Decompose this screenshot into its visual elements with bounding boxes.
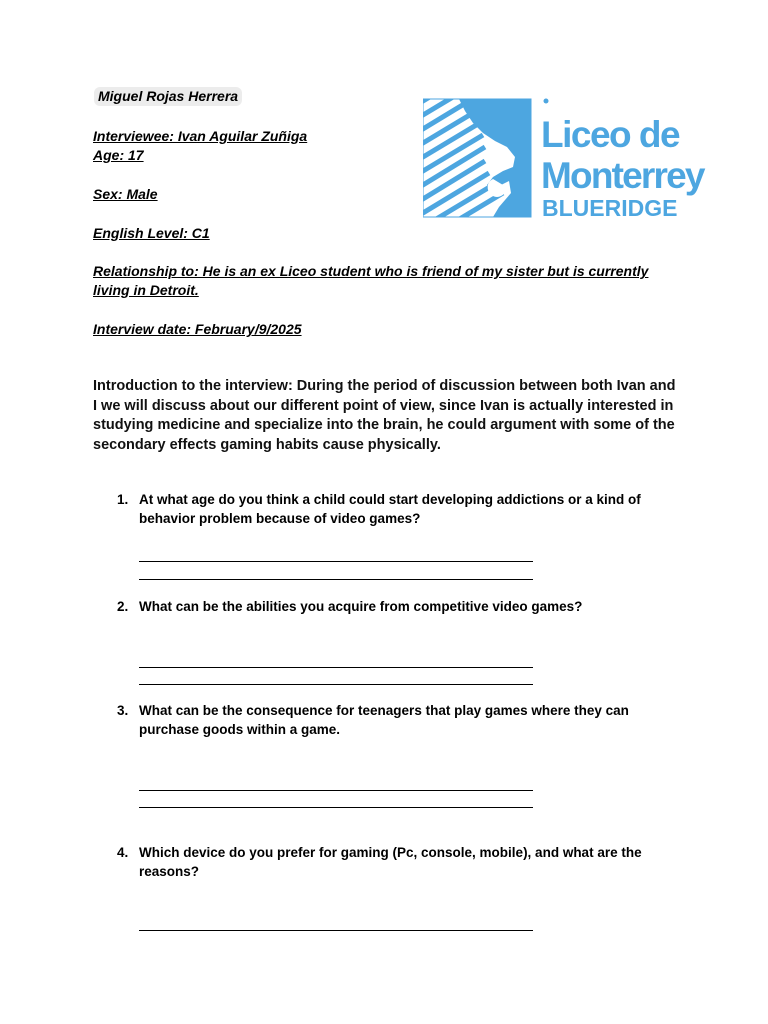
answer-line[interactable] (139, 561, 533, 562)
answer-line[interactable] (139, 807, 533, 808)
lion-head-icon (423, 97, 531, 221)
answer-line[interactable] (139, 930, 533, 931)
author-name: Miguel Rojas Herrera (94, 87, 242, 106)
sex-field: Sex: Male (93, 186, 158, 202)
answer-line[interactable] (139, 790, 533, 791)
question-number: 4. (117, 845, 129, 860)
interview-introduction: Introduction to the interview: During the period of discussion between both Ivan and I we will discuss about our different point of view, since Ivan is actually interested in studying medicine and specialize into the brain, he could argument with some of the secondary effects gaming habits cause physically. (93, 378, 676, 453)
answer-line[interactable] (139, 667, 533, 668)
english-level-field: English Level: C1 (93, 225, 210, 241)
liceo-de-monterrey-logo (423, 97, 723, 221)
relationship-field: Relationship to: He is an ex Liceo student who is friend of my sister but is currently living in Detroit. (93, 263, 649, 298)
age-field: Age: 17 (93, 147, 144, 163)
interview-date-field: Interview date: February/9/2025 (93, 321, 302, 337)
interviewee-field: Interviewee: Ivan Aguilar Zuñiga (93, 128, 308, 144)
answer-line[interactable] (139, 579, 533, 580)
question-item (117, 702, 677, 739)
logo-line2: Monterrey (541, 155, 704, 196)
question-text: What can be the consequence for teenagers that play games where they can purchase goods within a game. (139, 703, 629, 737)
question-item (117, 844, 677, 881)
question-number: 3. (117, 703, 129, 718)
question-item (117, 598, 677, 617)
answer-line[interactable] (139, 684, 533, 685)
question-text: Which device do you prefer for gaming (Pc, console, mobile), and what are the reasons? (139, 845, 642, 879)
question-text: At what age do you think a child could start developing addictions or a kind of behavior problem because of video games? (139, 492, 641, 526)
question-item (117, 491, 677, 528)
logo-line3: BLUERIDGE (542, 195, 678, 221)
question-text: What can be the abilities you acquire from competitive video games? (139, 599, 583, 614)
logo-line1: Liceo de (541, 114, 680, 155)
question-number: 2. (117, 599, 129, 614)
question-number: 1. (117, 492, 129, 507)
